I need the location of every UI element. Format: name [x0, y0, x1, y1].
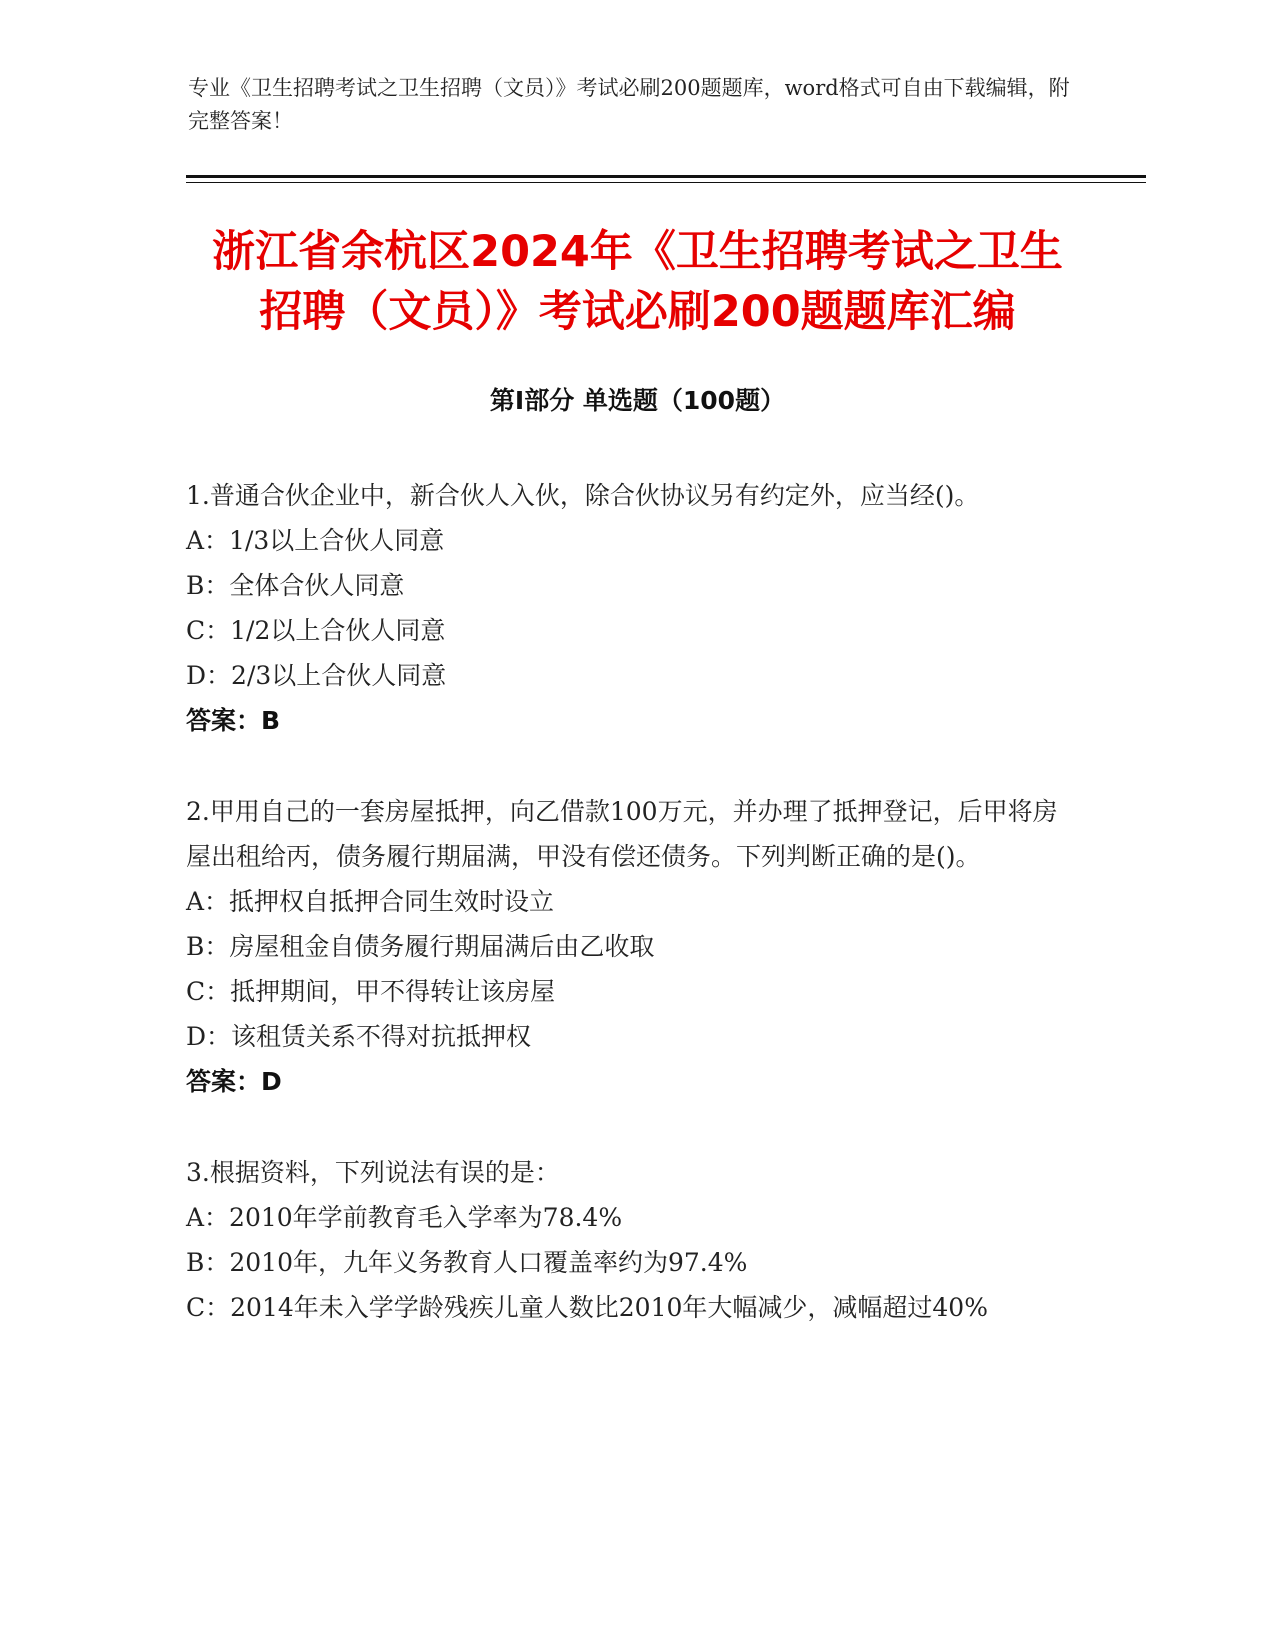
answer-label: 答案： [186, 1067, 262, 1096]
option-d: D：2/3以上合伙人同意 [186, 661, 447, 690]
question-2 [186, 789, 1066, 1104]
option-c: C：2014年未入学学龄残疾儿童人数比2010年大幅减少，减幅超过40% [186, 1293, 988, 1322]
option-a: A：1/3以上合伙人同意 [186, 526, 445, 555]
answer-value: D [261, 1067, 282, 1096]
question-list [186, 473, 1066, 1376]
header-divider-thin [186, 182, 1146, 183]
document-title-line-2: 招聘（文员）》考试必刷200题题库汇编 [259, 287, 1016, 337]
document-title [150, 222, 1125, 342]
option-b: B：全体合伙人同意 [186, 571, 405, 600]
option-c: C：1/2以上合伙人同意 [186, 616, 446, 645]
header-note: 专业《卫生招聘考试之卫生招聘（文员）》考试必刷200题题库，word格式可自由下载编辑，附完整答案！ [188, 76, 1070, 133]
question-stem: 2.甲用自己的一套房屋抵押，向乙借款100万元，并办理了抵押登记，后甲将房屋出租给丙，债务履行期届满，甲没有偿还债务。下列判断正确的是()。 [186, 797, 1058, 871]
option-d: D：该租赁关系不得对抗抵押权 [186, 1022, 532, 1051]
option-b: B：房屋租金自债务履行期届满后由乙收取 [186, 932, 655, 961]
question-1 [186, 473, 1066, 743]
option-b: B：2010年，九年义务教育人口覆盖率约为97.4% [186, 1248, 748, 1277]
option-a: A：2010年学前教育毛入学率为78.4% [186, 1203, 623, 1232]
question-3 [186, 1150, 1066, 1330]
question-stem: 1.普通合伙企业中，新合伙人入伙，除合伙协议另有约定外，应当经()。 [186, 481, 980, 510]
answer-line [186, 698, 1066, 743]
option-a: A：抵押权自抵押合同生效时设立 [186, 887, 555, 916]
answer-value: B [261, 706, 281, 735]
answer-label: 答案： [186, 706, 262, 735]
answer-line [186, 1059, 1066, 1104]
section-title: 第I部分 单选题（100题） [489, 386, 786, 415]
option-c: C：抵押期间，甲不得转让该房屋 [186, 977, 556, 1006]
document-title-line-1: 浙江省余杭区2024年《卫生招聘考试之卫生 [212, 227, 1063, 277]
question-stem: 3.根据资料，下列说法有误的是： [186, 1158, 560, 1187]
header-divider-thick [186, 175, 1146, 178]
